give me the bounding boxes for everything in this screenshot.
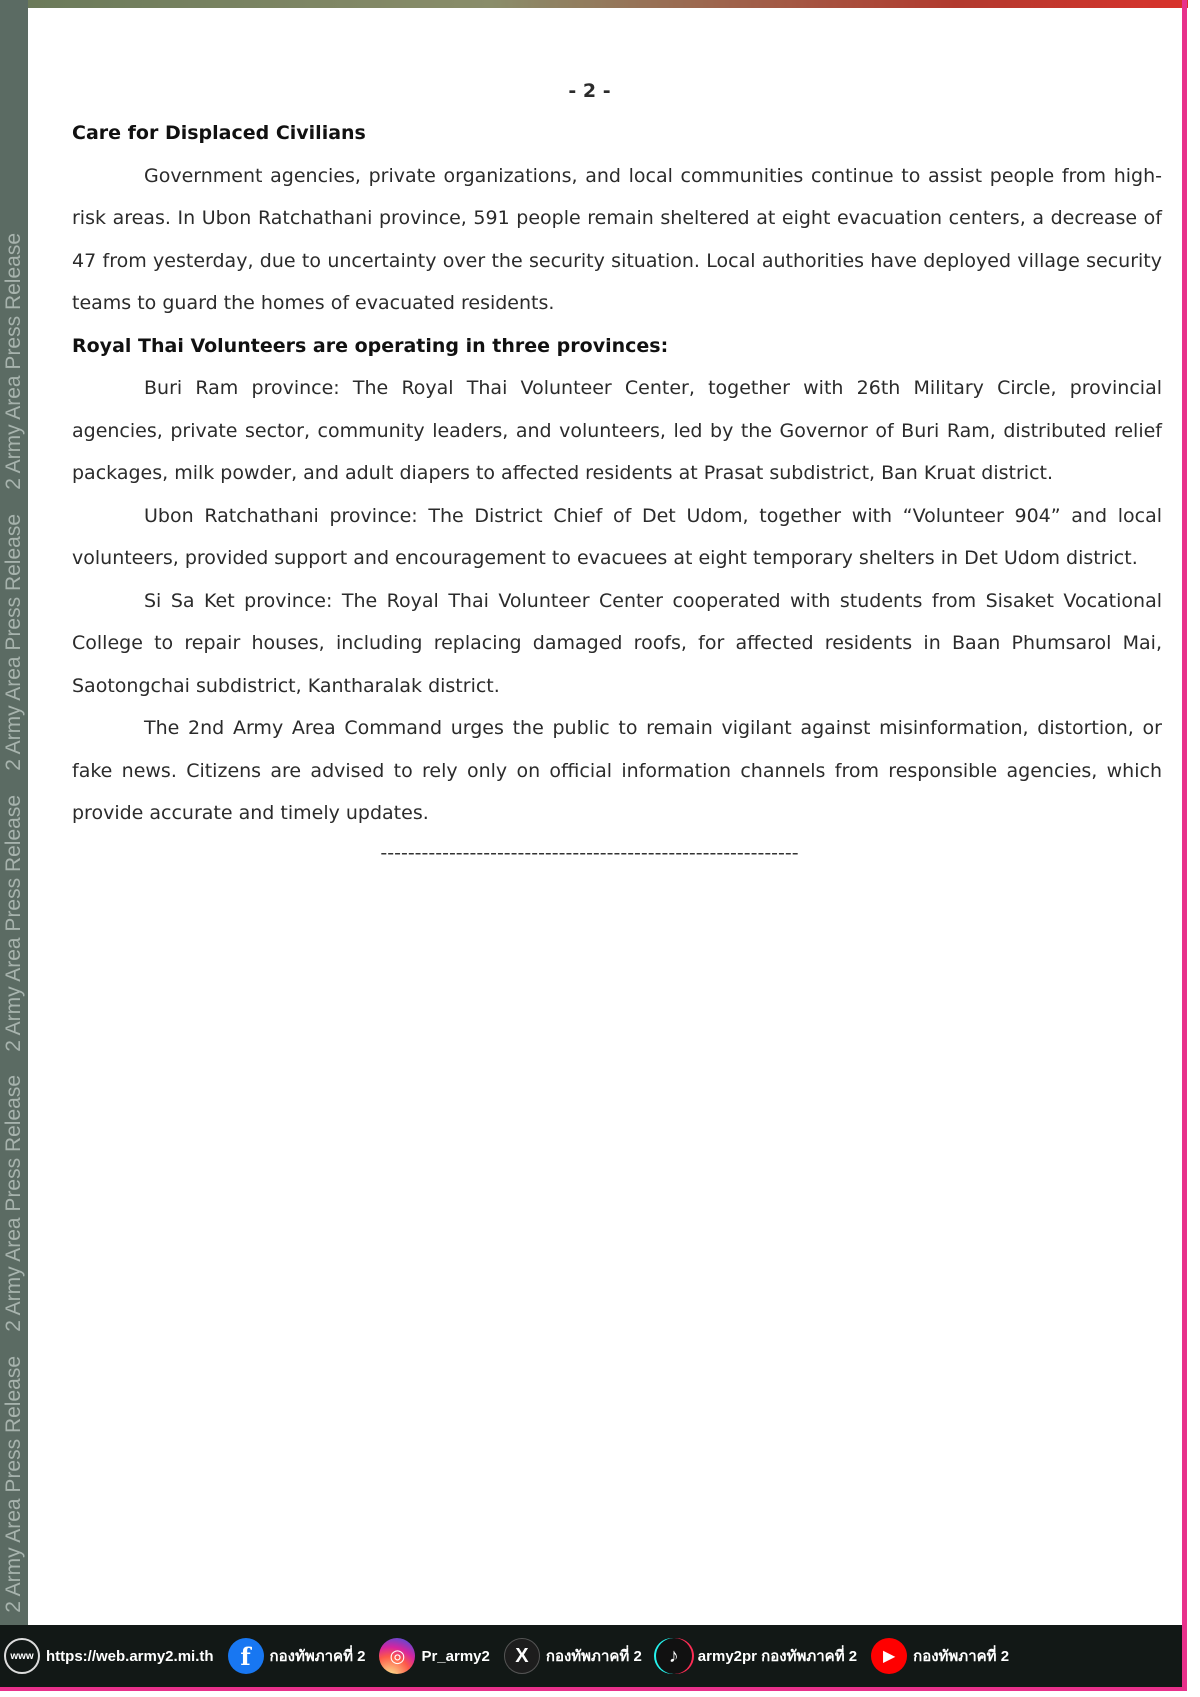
youtube-icon: ▶ — [871, 1638, 907, 1674]
side-banner-text: 2 Army Area Press Release — [2, 1075, 25, 1333]
side-banner-text: 2 Army Area Press Release — [2, 513, 25, 771]
facebook-label: กองทัพภาคที่ 2 — [269, 1648, 366, 1665]
website-label: https://web.army2.mi.th — [46, 1647, 214, 1665]
x-label: กองทัพภาคที่ 2 — [545, 1648, 642, 1665]
instagram-label: Pr_army2 — [421, 1647, 490, 1665]
paragraph-public-advisory: The 2nd Army Area Command urges the public to remain vigilant against misinformation, distortion, or fake news. Citizens are advised to rely only on official information channels from responsible agencies, which provide accurate and timely updates. — [72, 717, 1162, 824]
side-banner — [0, 0, 28, 1625]
bottom-pink-border — [0, 1687, 1187, 1691]
instagram-icon: ◎ — [379, 1638, 415, 1674]
page-number: - 2 - — [568, 80, 611, 102]
tiktok-icon: ♪ — [656, 1638, 692, 1674]
globe-icon: www — [4, 1638, 40, 1674]
side-banner-text: 2 Army Area Press Release — [2, 1356, 25, 1613]
side-banner-text-column — [0, 0, 28, 1625]
right-pink-border — [1182, 0, 1187, 1690]
section-heading-displaced-civilians: Care for Displaced Civilians — [72, 122, 366, 144]
x-icon: X — [504, 1638, 540, 1674]
top-decorative-strip — [28, 0, 1188, 8]
footer-tiktok-link[interactable] — [656, 1638, 857, 1674]
document-body — [72, 70, 1162, 871]
paragraph-buri-ram: Buri Ram province: The Royal Thai Volunteer Center, together with 26th Military Circle, provincial agencies, private sector, community leaders, and volunteers, led by the Governor of Buri Ram, distributed relief packages, milk powder, and adult diapers to affected residents at Prasat subdistrict, Ban Kruat district. — [72, 377, 1162, 484]
footer-instagram-link[interactable] — [379, 1638, 489, 1674]
end-divider: ------------------------------------------------------------- — [380, 841, 799, 864]
section-heading-royal-thai-volunteers: Royal Thai Volunteers are operating in three provinces: — [72, 334, 669, 357]
tiktok-label: army2pr กองทัพภาคที่ 2 — [697, 1648, 858, 1665]
footer-youtube-link[interactable] — [871, 1638, 1009, 1674]
side-banner-text: 2 Army Area Press Release — [2, 794, 25, 1052]
facebook-icon: f — [228, 1638, 264, 1674]
footer-website-link[interactable] — [4, 1638, 214, 1674]
document-page — [28, 8, 1182, 1625]
side-banner-text: 2 Army Area Press Release — [2, 233, 25, 490]
paragraph-displaced-civilians: Government agencies, private organizations, and local communities continue to assist people from high-risk areas. In Ubon Ratchathani province, 591 people remain sheltered at eight evacuation centers, a decrease of 47 from yesterday, due to uncertainty over the security situation. Local authorities have deployed village security teams to guard the homes of evacuated residents. — [72, 164, 1162, 314]
footer-facebook-link[interactable] — [228, 1638, 366, 1674]
footer-x-link[interactable] — [504, 1638, 642, 1674]
paragraph-ubon-ratchathani: Ubon Ratchathani province: The District Chief of Det Udom, together with “Volunteer 904” and local volunteers, provided support and encouragement to evacuees at eight temporary shelters in Det Udom district. — [72, 504, 1162, 569]
youtube-label: กองทัพภาคที่ 2 — [913, 1648, 1010, 1665]
paragraph-si-sa-ket: Si Sa Ket province: The Royal Thai Volunteer Center cooperated with students from Sisaket Vocational College to repair houses, including replacing damaged roofs, for affected residents in Baan Phumsarol Mai, Saotongchai subdistrict, Kantharalak district. — [72, 589, 1162, 697]
footer-social-bar — [0, 1625, 1182, 1687]
